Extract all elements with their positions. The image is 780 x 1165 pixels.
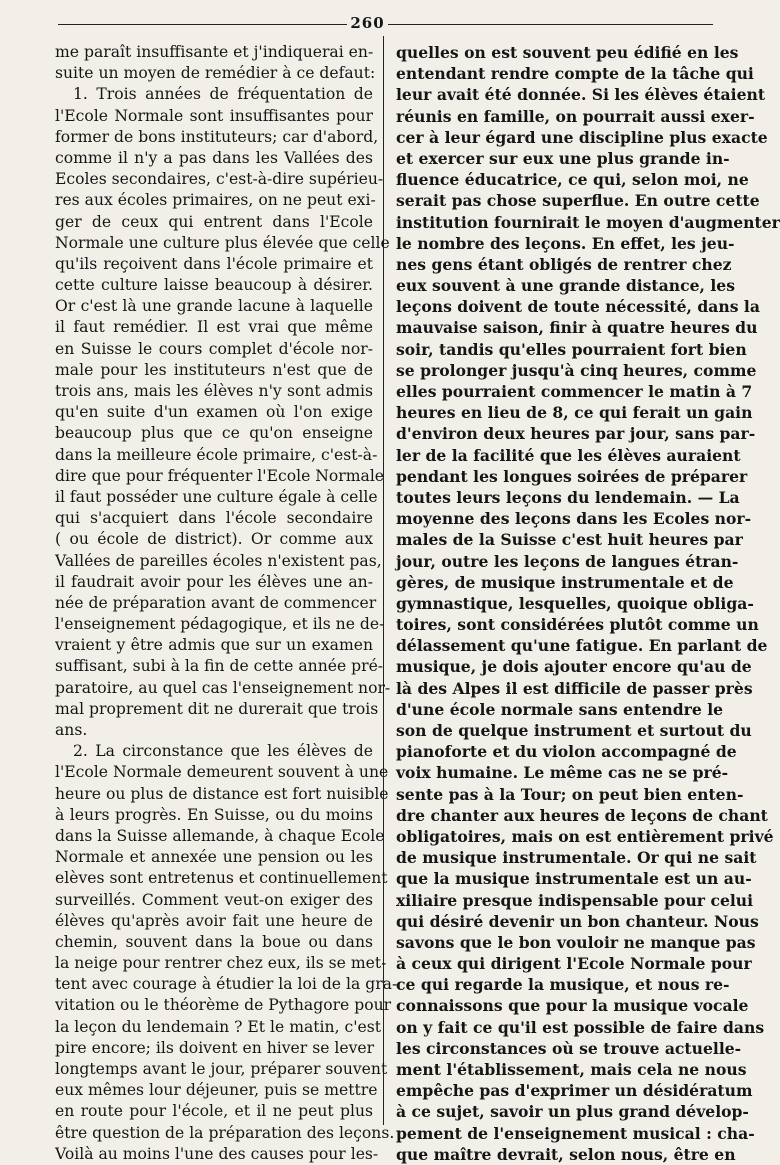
text-line: cette culture laisse beaucoup à désirer.	[55, 276, 373, 295]
text-line: toires, sont considérées plutôt comme un	[396, 615, 759, 635]
text-line: xiliaire presque indispensable pour celui	[396, 890, 754, 910]
text-line: jour, outre les leçons de langues étran-	[396, 551, 739, 571]
text-line: son de quelque instrument et surtout du	[396, 721, 752, 740]
text-line: trois ans, mais les élèves n'y sont admis	[55, 382, 373, 400]
text-line: ans.	[55, 721, 88, 739]
text-line: dans la Suisse allemande, à chaque Ecole	[55, 826, 385, 845]
text-line: 2. La circonstance que les élèves de	[73, 742, 373, 761]
text-line: entendant rendre compte de la tâche qui	[396, 64, 754, 84]
text-line: fluence éducatrice, ce qui, selon moi, ne	[396, 170, 749, 190]
text-line: d'une école normale sans entendre le	[396, 699, 724, 719]
text-line: Or c'est là une grande lacune à laquelle	[55, 297, 373, 316]
text-line: dans la meilleure école primaire, c'est-à-	[55, 445, 378, 464]
text-line: paratoire, au quel cas l'enseignement nor-	[55, 678, 391, 697]
text-line: ce qui regarde la musique, et nous re-	[396, 975, 730, 995]
text-line: que maître devrait, selon nous, être en	[396, 1144, 736, 1164]
text-line: ler de la facilité que les élèves auraient	[396, 445, 741, 465]
text-line: dre chanter aux heures de leçons de chant	[396, 805, 768, 825]
page-number	[0, 14, 735, 32]
text-line: élèves qu'après avoir fait une heure de	[55, 911, 373, 930]
text-line: Ecoles secondaires, c'est-à-dire supérieu-	[55, 170, 384, 189]
text-line: gymnastique, lesquelles, quoique obliga-	[396, 593, 754, 613]
text-line: male pour les instituteurs n'est que de	[55, 360, 373, 379]
text-line: l'enseignement pédagogique, et ils ne de-	[55, 615, 385, 634]
text-line: leçons doivent de toute nécessité, dans la	[396, 297, 760, 317]
text-line: cer à leur égard une discipline plus exacte	[396, 127, 768, 147]
text-line: musique, je dois ajouter encore qu'au de	[396, 657, 752, 677]
text-line: à ce sujet, savoir un plus grand dévelop-	[396, 1102, 749, 1122]
text-line: heures en lieu de 8, ce qui ferait un gain	[396, 403, 753, 423]
text-line: serait pas chose superflue. En outre cette	[396, 191, 760, 211]
text-line: de musique instrumentale. Or qui ne sait	[396, 848, 757, 868]
text-line: toutes leurs leçons du lendemain. — La	[396, 487, 740, 507]
text-line: qu'ils reçoivent dans l'école primaire et	[55, 254, 373, 273]
text-line: Voilà au moins l'une des causes pour les-	[55, 1144, 379, 1163]
text-line: elles pourraient commencer le matin à 7	[396, 382, 753, 401]
text-line: me paraît insuffisante et j'indiquerai en-	[55, 43, 374, 61]
text-line: 1. Trois années de fréquentation de	[73, 85, 373, 104]
text-line: institution fournirait le moyen d'augmenter	[396, 212, 780, 232]
text-line: ger de ceux qui entrent dans l'Ecole	[55, 212, 373, 231]
text-line: empêche pas d'exprimer un désidératum	[396, 1081, 753, 1101]
text-line: tent avec courage à étudier la loi de la gra-	[55, 975, 398, 994]
text-line: dire que pour fréquenter l'Ecole Normale	[55, 466, 385, 485]
text-line: qui s'acquiert dans l'école secondaire	[55, 509, 373, 528]
text-line: il faut remédier. Il est vrai que même	[55, 318, 373, 337]
text-line: l'Ecole Normale sont insuffisantes pour	[55, 106, 373, 125]
text-line: former de bons instituteurs; car d'abord,	[55, 127, 379, 146]
text-line: nes gens étant obligés de rentrer chez	[396, 254, 732, 274]
text-line: en route pour l'école, et il ne peut plus	[55, 1102, 373, 1121]
text-line: mal proprement dit ne durerait que trois	[55, 699, 379, 718]
text-line: suite un moyen de remédier à ce defaut:	[55, 64, 376, 83]
text-line: délassement qu'une fatigue. En parlant de	[396, 636, 768, 656]
text-line: se prolonger jusqu'à cinq heures, comme	[396, 360, 757, 380]
text-line: en Suisse le cours complet d'école nor-	[55, 339, 373, 358]
text-line: à ceux qui dirigent l'Ecole Normale pour	[396, 954, 752, 974]
text-line: qu'en suite d'un examen où l'on exige	[55, 403, 373, 422]
text-line: réunis en famille, on pourrait aussi exer-	[396, 106, 755, 126]
text-line: eux souvent à une grande distance, les	[396, 276, 735, 296]
text-line: res aux écoles primaires, on ne peut exi-	[55, 191, 376, 210]
text-line: ment l'établissement, mais cela ne nous	[396, 1060, 747, 1079]
text-line: il faudrait avoir pour les élèves une an-	[55, 572, 373, 591]
text-line: gères, de musique instrumentale et de	[396, 572, 734, 592]
text-line: pire encore; ils doivent en hiver se lever	[55, 1038, 375, 1057]
text-line: il faut posséder une culture égale à celle	[55, 487, 378, 506]
text-line: qui désiré devenir un bon chanteur. Nous	[396, 911, 759, 931]
text-line: voix humaine. Le même cas ne se pré-	[396, 763, 729, 783]
text-line: suffisant, subi à la fin de cette année pré-	[55, 657, 384, 676]
right-column	[396, 42, 780, 1165]
page-number-text: 260	[347, 14, 387, 32]
text-line: comme il n'y a pas dans les Vallées des	[55, 148, 373, 167]
text-line: surveillés. Comment veut-on exiger des	[55, 890, 373, 909]
text-line: longtemps avant le jour, préparer souvent	[55, 1060, 388, 1078]
text-line: d'environ deux heures par jour, sans par-	[396, 424, 756, 444]
text-line: Normale et annexée une pension ou les	[55, 848, 373, 867]
text-line: née de préparation avant de commencer	[55, 593, 377, 612]
text-line: soir, tandis qu'elles pourraient fort bien	[396, 339, 747, 359]
text-line: le nombre des leçons. En effet, les jeu-	[396, 233, 735, 253]
text-line: la neige pour rentrer chez eux, ils se met-	[55, 954, 387, 973]
text-line: pement de l'enseignement musical : cha-	[396, 1123, 755, 1143]
text-line: Vallées de pareilles écoles n'existent pas,	[55, 551, 382, 570]
text-line: eux mêmes lour déjeuner, puis se mettre	[55, 1081, 378, 1100]
text-line: on y fait ce qu'il est possible de faire dans	[396, 1017, 765, 1037]
text-line: heure ou plus de distance est fort nuisible	[55, 784, 389, 803]
text-line: Normale une culture plus élevée que celle	[55, 233, 390, 252]
text-line: quelles on est souvent peu édifié en les	[396, 43, 739, 62]
text-line: pianoforte et du violon accompagné de	[396, 742, 737, 762]
text-line: males de la Suisse c'est huit heures par	[396, 530, 743, 550]
text-line: vitation ou le théorème de Pythagore pour	[55, 996, 392, 1015]
text-line: à leurs progrès. En Suisse, ou du moins	[55, 805, 373, 824]
text-line: les circonstances où se trouve actuelle-	[396, 1038, 742, 1058]
text-line: connaissons que pour la musique vocale	[396, 996, 749, 1016]
text-line: là des Alpes il est difficile de passer près	[396, 678, 753, 698]
text-line: moyenne des leçons dans les Ecoles nor-	[396, 509, 752, 529]
text-line: elèves sont entretenus et continuellement	[55, 869, 388, 888]
text-line: chemin, souvent dans la boue ou dans	[55, 932, 373, 951]
text-line: ( ou école de district). Or comme aux	[55, 530, 373, 549]
text-line: mauvaise saison, finir à quatre heures du	[396, 318, 758, 338]
text-line: la leçon du lendemain ? Et le matin, c'est	[55, 1017, 382, 1036]
text-line: beaucoup plus que ce qu'on enseigne	[55, 424, 373, 443]
text-line: être question de la préparation des leçons.	[55, 1123, 395, 1142]
text-line: pendant les longues soirées de préparer	[396, 466, 748, 486]
left-column	[55, 42, 398, 1165]
text-line: vraient y être admis que sur un examen	[55, 636, 373, 655]
text-line: sente pas à la Tour; on peut bien enten-	[396, 784, 744, 804]
text-line: et exercer sur eux une plus grande in-	[396, 148, 730, 168]
text-line: que la musique instrumentale est un au-	[396, 869, 752, 889]
text-line: leur avait été donnée. Si les élèves étaient	[396, 85, 766, 105]
text-line: l'Ecole Normale demeurent souvent à une	[55, 763, 389, 782]
text-line: savons que le bon vouloir ne manque pas	[396, 932, 756, 952]
text-line: obligatoires, mais on est entièrement privé	[396, 826, 774, 846]
